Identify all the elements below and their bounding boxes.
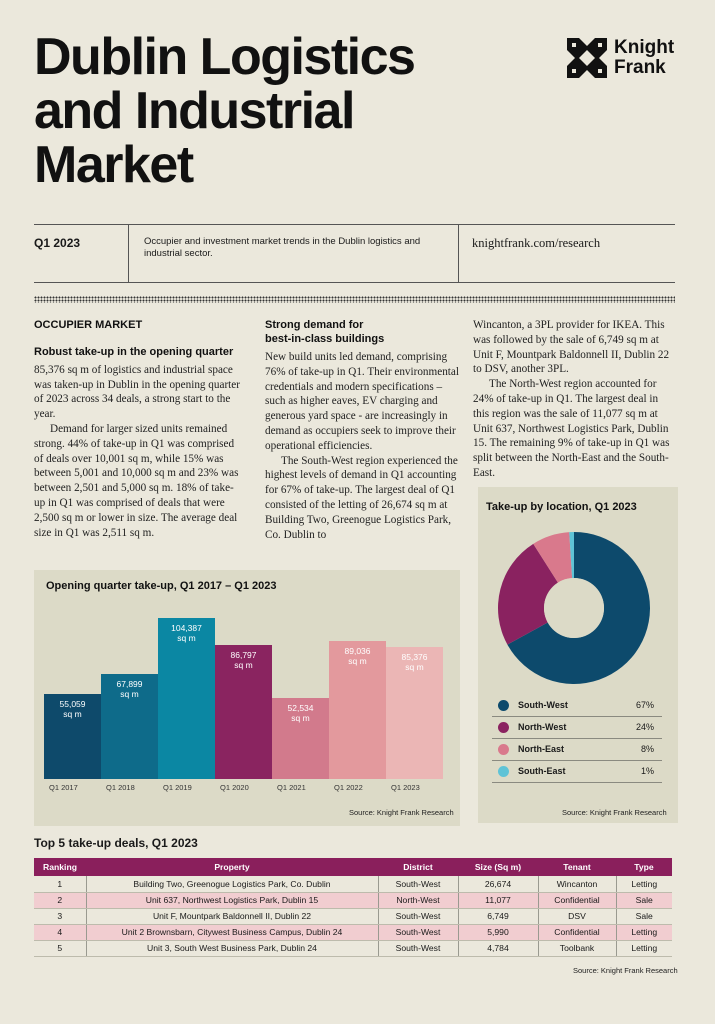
cell-ranking: 5 [34, 940, 86, 956]
table-row [34, 940, 672, 956]
title-line-2: and Industrial [34, 82, 354, 140]
cell-property: Unit 637, Northwest Logistics Park, Dublin 15 [86, 892, 378, 908]
bar-value-label: 89,036 sq m [344, 646, 371, 666]
cell-tenant: Confidential [538, 924, 616, 940]
paragraph-3: New build units led demand, comprising 76% of take-up in Q1. Their environmental credentials and modern specifications – such as higher eaves, EV charging and generous yard space - are increasingly in demand as occupiers seek to improve their operational efficiencies. [265, 351, 459, 452]
pie-chart-source: Source: Knight Frank Research [562, 808, 667, 817]
legend-label: South-West [518, 700, 568, 710]
legend-value: 24% [635, 722, 654, 732]
legend-value: 1% [640, 766, 654, 776]
legend-item-south-west [492, 695, 662, 717]
bar-value-label: 52,534 sq m [287, 703, 314, 723]
subheading-demand-line-2: best-in-class buildings [265, 333, 385, 345]
bar-chart-title: Opening quarter take-up, Q1 2017 – Q1 2023 [46, 580, 277, 592]
knight-frank-logo [566, 36, 686, 80]
table-row [34, 892, 672, 908]
logo-text-line-2: Frank [614, 57, 666, 78]
divider-v2 [458, 224, 459, 282]
table-row [34, 908, 672, 924]
cell-property: Unit F, Mountpark Baldonnell II, Dublin 22 [86, 908, 378, 924]
table-title: Top 5 take-up deals, Q1 2023 [34, 836, 198, 850]
research-link[interactable]: knightfrank.com/research [472, 236, 601, 250]
cell-type: Letting [616, 876, 672, 892]
title-line-3: Market [34, 136, 193, 194]
dotted-separator [34, 296, 675, 303]
article-column-1 [34, 318, 240, 540]
pie-chart-title: Take-up by location, Q1 2023 [486, 501, 637, 513]
cell-tenant: Confidential [538, 892, 616, 908]
subheading-demand-line-1: Strong demand for [265, 319, 364, 331]
pie-legend [492, 695, 662, 783]
legend-swatch [498, 722, 509, 733]
legend-swatch [498, 700, 509, 711]
bar-value-label: 86,797 sq m [230, 650, 257, 670]
subheading-take-up: Robust take-up in the opening quarter [34, 345, 234, 358]
header-tenant: Tenant [538, 858, 616, 876]
legend-item-south-east [492, 761, 662, 783]
article-column-3 [473, 318, 677, 481]
legend-item-north-west [492, 717, 662, 739]
paragraph-1: 85,376 sq m of logistics and industrial space was taken-up in Dublin in the opening quarter of 2023 across 34 deals, a strong start to the year. [34, 363, 240, 421]
x-tick-label: Q1 2023 [391, 783, 420, 792]
page-title [34, 30, 514, 192]
cell-district: South-West [378, 924, 458, 940]
paragraph-2: Demand for larger sized units remained strong. 44% of take-up in Q1 was comprised of deals over 10,001 sq m, while 15% was between 5,001 and 10,000 sq m and 23% was between 2,501 and 5,000 sq m. 18% of take-up in Q1 was comprised of deals that were 2,500 sq m or lower in size. The average deal size in Q1 was 2,511 sq m. [34, 422, 239, 539]
x-tick-label: Q1 2019 [163, 783, 192, 792]
cell-ranking: 3 [34, 908, 86, 924]
cell-tenant: Wincanton [538, 876, 616, 892]
legend-label: North-West [518, 722, 567, 732]
table-row [34, 876, 672, 892]
bar-value-label: 55,059 sq m [59, 699, 86, 719]
cell-type: Letting [616, 924, 672, 940]
legend-swatch [498, 744, 509, 755]
x-tick-label: Q1 2018 [106, 783, 135, 792]
cell-size: 4,784 [458, 940, 538, 956]
report-quarter: Q1 2023 [34, 236, 81, 250]
bar-value-label: 85,376 sq m [401, 652, 428, 672]
cell-district: North-West [378, 892, 458, 908]
legend-label: North-East [518, 744, 565, 754]
header-property: Property [86, 858, 378, 876]
subheading-demand [265, 318, 463, 346]
legend-value: 8% [640, 744, 654, 754]
cell-size: 26,674 [458, 876, 538, 892]
table-header-row [34, 858, 672, 876]
header-ranking: Ranking [34, 858, 86, 876]
top-deals-table [34, 858, 672, 957]
cell-type: Letting [616, 940, 672, 956]
table-row [34, 924, 672, 940]
cell-type: Sale [616, 908, 672, 924]
cell-ranking: 1 [34, 876, 86, 892]
legend-label: South-East [518, 766, 566, 776]
legend-value: 67% [635, 700, 654, 710]
title-line-1: Dublin Logistics [34, 28, 415, 86]
cell-size: 6,749 [458, 908, 538, 924]
pie-chart [498, 532, 650, 684]
pie-center [544, 578, 604, 638]
cell-tenant: DSV [538, 908, 616, 924]
x-tick-label: Q1 2021 [277, 783, 306, 792]
header-size: Size (Sq m) [458, 858, 538, 876]
cell-property: Unit 2 Brownsbarn, Citywest Business Campus, Dublin 24 [86, 924, 378, 940]
header-type: Type [616, 858, 672, 876]
cell-district: South-West [378, 908, 458, 924]
bar-chart-source: Source: Knight Frank Research [349, 808, 454, 817]
x-tick-label: Q1 2017 [49, 783, 78, 792]
legend-item-north-east [492, 739, 662, 761]
cell-type: Sale [616, 892, 672, 908]
legend-swatch [498, 766, 509, 777]
cell-ranking: 4 [34, 924, 86, 940]
bar-value-label: 67,899 sq m [116, 679, 143, 699]
section-heading: OCCUPIER MARKET [34, 319, 143, 331]
cell-property: Building Two, Greenogue Logistics Park, Co. Dublin [86, 876, 378, 892]
cell-tenant: Toolbank [538, 940, 616, 956]
divider-v1 [128, 224, 129, 282]
table-source: Source: Knight Frank Research [573, 966, 678, 975]
logo-text-line-1: Knight [614, 37, 675, 58]
bar-value-label: 104,387 sq m [171, 623, 202, 643]
cell-size: 5,990 [458, 924, 538, 940]
cell-ranking: 2 [34, 892, 86, 908]
cell-district: South-West [378, 940, 458, 956]
logo-icon [566, 38, 608, 78]
cell-district: South-West [378, 876, 458, 892]
divider-top [34, 224, 675, 225]
article-column-2 [265, 318, 463, 542]
paragraph-6: The North-West region accounted for 24% of take-up in Q1. The largest deal in this region was the sale of 11,077 sq m at Unit 637, Northwest Logistics Park, Dublin 15. The remaining 9% of take-up in Q1 was split between the North-East and the South-East. [473, 378, 670, 479]
paragraph-4: The South-West region experienced the highest levels of demand in Q1 accounting for 67% of take-up. The largest deal of Q1 consisted of the letting of 26,674 sq m at Building Two, Greenogue Logistics Park, Co. Dublin to [265, 454, 458, 541]
cell-size: 11,077 [458, 892, 538, 908]
x-tick-label: Q1 2022 [334, 783, 363, 792]
report-description: Occupier and investment market trends in the Dublin logistics and industrial sector. [144, 236, 421, 259]
header-district: District [378, 858, 458, 876]
x-tick-label: Q1 2020 [220, 783, 249, 792]
paragraph-5: Wincanton, a 3PL provider for IKEA. This was followed by the sale of 6,749 sq m at Unit F, Mountpark Baldonnell II, Dublin 22 to DSV, another 3PL. [473, 319, 670, 376]
cell-property: Unit 3, South West Business Park, Dublin 24 [86, 940, 378, 956]
